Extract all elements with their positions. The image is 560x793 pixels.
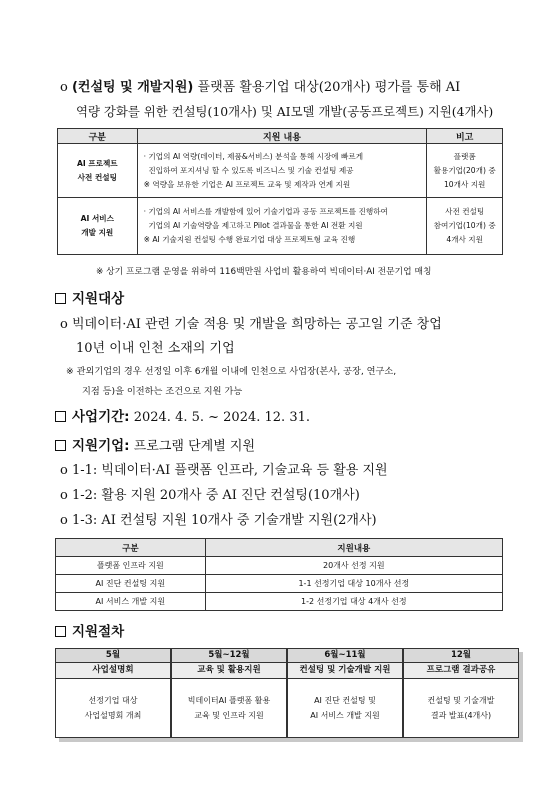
table-header: 지원 내용: [137, 129, 427, 144]
heading-text: 지원대상: [72, 291, 125, 307]
step-name: 프로그램 결과공유: [404, 663, 518, 679]
table-cell: 1-2 선정기업 대상 4개사 선정: [205, 593, 502, 611]
table-header: 구분: [58, 129, 138, 144]
note-line: 플랫폼: [453, 151, 476, 161]
step-body-line: 결과 발표(4개사): [430, 711, 492, 720]
note-line: 참여기업(10개) 중: [433, 221, 496, 230]
consulting-text-1: 플랫폼 활용기업 대상(20개사) 평가를 통해 AI: [197, 80, 461, 95]
table-header: 지원내용: [205, 539, 502, 557]
consulting-table: [57, 128, 503, 255]
section-heading-procedure: [55, 623, 124, 641]
target-note-1: ※ 관외기업의 경우 선정일 이후 6개월 이내에 인천으로 사업장(본사, 공장, 연구소,: [66, 366, 397, 377]
table-cell-note: [427, 198, 503, 255]
table-row: [56, 557, 503, 575]
period-line: [55, 408, 310, 427]
step-body-line: 사업설명회 개최: [84, 711, 142, 720]
step-body-line: 빅데이터AI 플랫폼 활용: [187, 696, 271, 705]
content-line: · 기업의 AI 서비스를 개발함에 있어 기술기업과 공동 프로젝트를 진행하여: [143, 207, 388, 216]
content-line: 기업의 AI 기술역량을 제고하고 Pilot 결과물을 통한 AI 전환 지원: [143, 221, 363, 230]
content-line: ※ AI 기술지원 컨설팅 수행 완료기업 대상 프로젝트형 교육 진행: [143, 235, 356, 244]
support-value: 프로그램 단계별 지원: [133, 439, 256, 454]
consulting-line-2: 역량 강화를 위한 컨설팅(10개사) 및 AI모델 개발(공동프로젝트) 지원(4개사): [76, 104, 494, 119]
category-line: 개발 지원: [81, 228, 114, 237]
table-header: 구분: [56, 539, 206, 557]
section-heading-target: [55, 290, 124, 308]
procedure-step: [171, 648, 287, 738]
square-bullet-icon: [55, 293, 66, 304]
step-body-line: 선정기업 대상: [88, 696, 138, 705]
target-line-1: [60, 316, 442, 334]
step-month: 5월: [56, 649, 170, 663]
support-table: [55, 538, 503, 611]
note-line: 활용기업(20개) 중: [433, 165, 496, 175]
square-bullet-icon: [55, 440, 66, 451]
table-cell: 플랫폼 인프라 지원: [56, 557, 206, 575]
table-cell: AI 서비스 개발 지원: [56, 593, 206, 611]
bullet: o: [60, 80, 68, 95]
table-cell: 1-1 선정기업 대상 10개사 선정: [205, 575, 502, 593]
step-name: 사업설명회: [56, 663, 170, 679]
target-line-2: 10년 이내 인천 소재의 기업: [76, 341, 235, 356]
support-item: o 1-1: 빅데이터·AI 플랫폼 인프라, 기술교육 등 활용 지원: [60, 463, 388, 478]
table-cell-note: [427, 144, 503, 198]
step-month: 12월: [404, 649, 518, 663]
table-cell: 20개사 선정 지원: [205, 557, 502, 575]
note-line: 사전 컨설팅: [445, 207, 485, 216]
consulting-line-1: [60, 79, 460, 97]
step-body: [172, 679, 286, 737]
step-month: 6월~11월: [288, 649, 402, 663]
heading-text: 지원절차: [72, 624, 125, 640]
target-note-2: 지점 등)을 이전하는 조건으로 지원 가능: [82, 386, 243, 397]
step-body-line: 컨설팅 및 기술개발: [427, 696, 495, 705]
table-cell-category: [58, 198, 138, 255]
procedure-step: [287, 648, 403, 738]
heading-text: 지원기업:: [72, 438, 130, 454]
content-line: 진입하여 포지셔닝 할 수 있도록 비즈니스 및 기술 컨설팅 제공: [143, 165, 354, 175]
step-body-line: AI 서비스 개발 지원: [310, 711, 380, 720]
table-row: [56, 575, 503, 593]
table-header: 비고: [427, 129, 503, 144]
bullet: o: [60, 317, 68, 332]
period-value: 2024. 4. 5. ~ 2024. 12. 31.: [133, 410, 310, 425]
content-line: ※ 역량을 보유한 기업은 AI 프로젝트 교육 및 제작과 연계 지원: [143, 179, 351, 189]
table-cell: AI 진단 컨설팅 지원: [56, 575, 206, 593]
target-text: 빅데이터·AI 관련 기술 적용 및 개발을 희망하는 공고일 기준 창업: [71, 317, 442, 332]
step-body: [56, 679, 170, 737]
procedure-step: [403, 648, 519, 738]
category-line: AI 서비스: [80, 214, 114, 223]
note-line: 10개사 지원: [443, 179, 486, 189]
step-body-line: 교육 및 인프라 지원: [194, 711, 264, 720]
table-header-row: [58, 129, 503, 144]
support-item: o 1-2: 활용 지원 20개사 중 AI 진단 컨설팅(10개사): [60, 488, 360, 503]
step-month: 5월~12월: [172, 649, 286, 663]
table-row: [56, 593, 503, 611]
table-row: [58, 144, 503, 198]
step-body-line: AI 진단 컨설팅 및: [314, 696, 376, 705]
category-line: 사전 컨설팅: [77, 172, 117, 182]
step-body: [404, 679, 518, 737]
step-name: 컨설팅 및 기술개발 지원: [288, 663, 402, 679]
table-cell-content: [137, 198, 427, 255]
square-bullet-icon: [55, 411, 66, 422]
heading-text: 사업기간:: [72, 409, 130, 425]
step-name: 교육 및 활용지원: [172, 663, 286, 679]
support-line: [55, 437, 255, 456]
note-line: 4개사 지원: [446, 235, 483, 244]
step-body: [288, 679, 402, 737]
consulting-title: (컨설팅 및 개발지원): [71, 80, 194, 95]
table-row: [58, 198, 503, 255]
table-footnote: ※ 상기 프로그램 운영을 위하여 116백만원 사업비 활용하여 빅데이터·AI 전문기업 매칭: [96, 267, 432, 277]
content-line: · 기업의 AI 역량(데이터, 제품&서비스) 분석을 통해 시장에 빠르게: [143, 151, 364, 161]
table-cell-category: [58, 144, 138, 198]
procedure-step: [55, 648, 171, 738]
table-cell-content: [137, 144, 427, 198]
category-line: AI 프로젝트: [76, 158, 118, 168]
table-header-row: [56, 539, 503, 557]
square-bullet-icon: [55, 626, 66, 637]
support-item: o 1-3: AI 컨설팅 지원 10개사 중 기술개발 지원(2개사): [60, 513, 377, 528]
